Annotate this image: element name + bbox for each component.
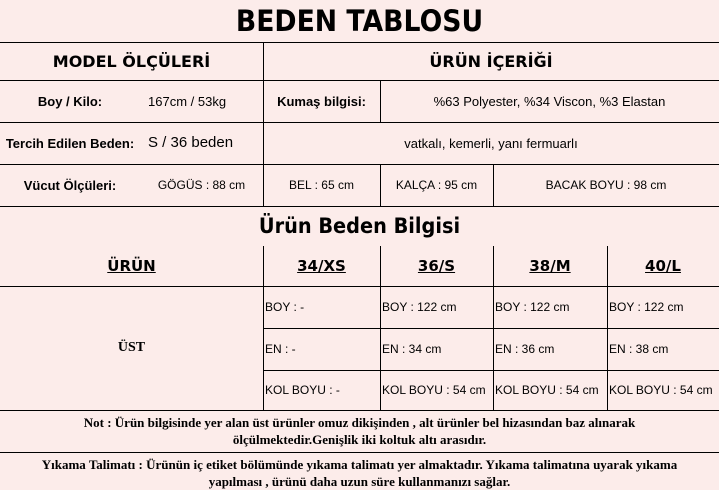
washing-instructions [0, 456, 719, 490]
grid-line [0, 42, 719, 43]
size-cell: KOL BOYU : - [265, 383, 340, 397]
grid-line [380, 80, 381, 122]
boy-kilo-label: Boy / Kilo: [37, 93, 103, 109]
size-cell: EN : 38 cm [609, 342, 669, 356]
size-cell: EN : 36 cm [495, 342, 555, 356]
hip-measurement: KALÇA : 95 cm [395, 178, 478, 192]
grid-line [493, 164, 494, 206]
grid-line [0, 206, 719, 207]
grid-line [380, 164, 381, 206]
size-header-34xs: 34/XS [297, 257, 346, 275]
size-cell: BOY : 122 cm [382, 300, 457, 314]
size-cell: EN : - [265, 342, 296, 356]
grid-line [0, 410, 719, 411]
size-cell: KOL BOYU : 54 cm [609, 383, 713, 397]
grid-line [0, 164, 719, 165]
product-content-header: ÜRÜN İÇERİĞİ [429, 51, 553, 71]
size-header-38m: 38/M [529, 257, 571, 275]
chest-measurement: GÖGÜS : 88 cm [157, 178, 246, 192]
size-section-title: Ürün Beden Bilgisi [258, 214, 461, 238]
preferred-size-label: Tercih Edilen Beden: [5, 135, 135, 151]
size-cell: KOL BOYU : 54 cm [495, 383, 599, 397]
preferred-size-value: S / 36 beden [148, 133, 234, 151]
grid-line [263, 370, 719, 371]
fabric-value: %63 Polyester, %34 Viscon, %3 Elastan [433, 93, 666, 109]
grid-line [0, 452, 719, 453]
waist-measurement: BEL : 65 cm [289, 178, 354, 192]
measurement-note [0, 414, 719, 448]
leg-length-measurement: BACAK BOYU : 98 cm [545, 178, 667, 192]
size-cell: EN : 34 cm [382, 342, 442, 356]
grid-line [493, 246, 494, 410]
size-header-36s: 36/S [417, 257, 456, 275]
product-column-header: ÜRÜN [107, 257, 156, 275]
product-name-ust: ÜST [117, 340, 146, 355]
product-details: vatkalı, kemerli, yanı fermuarlı [404, 135, 578, 151]
washing-instructions-line2: yapılması , ürünü daha uzun süre kullanmanızı sağlar. [208, 474, 511, 489]
size-cell: BOY : - [265, 300, 305, 314]
measurement-note-line2: ölçülmektedir.Genişlik iki koltuk altı arasıdır. [232, 432, 487, 447]
boy-kilo-value: 167cm / 53kg [148, 93, 227, 109]
size-cell: KOL BOYU : 54 cm [382, 383, 486, 397]
grid-line [263, 42, 264, 206]
measurement-note-line1: Not : Ürün bilgisinde yer alan üst ürünler omuz dikişinden , alt ürünler bel hizasından baz alınarak [83, 415, 636, 430]
page-title: BEDEN TABLOSU [235, 4, 484, 38]
size-cell: BOY : 122 cm [495, 300, 570, 314]
grid-line [0, 80, 719, 81]
model-measurements-header: MODEL ÖLÇÜLERİ [52, 51, 211, 71]
grid-line [607, 246, 608, 410]
grid-line [0, 286, 719, 287]
body-measurements-label: Vücut Ölçüleri: [23, 177, 117, 193]
grid-line [263, 246, 264, 410]
size-header-40l: 40/L [645, 257, 681, 275]
grid-line [263, 328, 719, 329]
fabric-label: Kumaş bilgisi: [277, 93, 366, 109]
washing-instructions-line1: Yıkama Talimatı : Ürünün iç etiket bölümünde yıkama talimatı yer almaktadır. Yıkama talimatına uyarak yıkama [41, 457, 678, 472]
grid-line [380, 246, 381, 410]
grid-line [0, 122, 719, 123]
size-cell: BOY : 122 cm [609, 300, 684, 314]
